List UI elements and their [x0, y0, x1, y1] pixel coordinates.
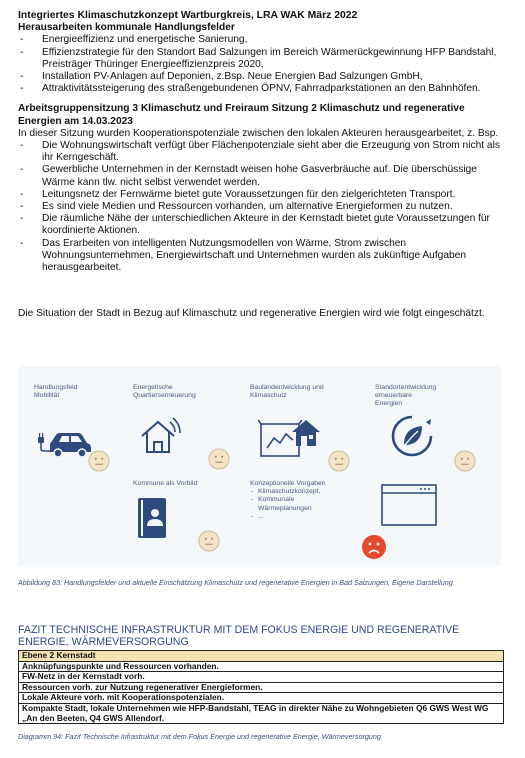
sad-face-icon — [361, 534, 387, 560]
table-header-row — [19, 651, 504, 662]
section2-title: Arbeitsgruppensitzung 3 Klimaschutz und Freiraum Sitzung 2 Klimaschutz und regenerative Energien am 14.03.2023 — [18, 103, 465, 127]
table-cell: Kompakte Stadt, lokale Unternehmen wie HFP-Bandstahl, TEAG in direkter Nähe zu Wohngebieten Q6 GWS West WG „An den Beeten, Q4 GWS Allendorf. — [19, 703, 504, 723]
field-location: Standortentwicklung erneuerbare Energien — [375, 384, 437, 408]
neutral-face-icon — [328, 450, 350, 472]
leaf-energy-icon — [390, 414, 434, 458]
list-item: - Leitungsnetz der Fernwärme bietet gute Voraussetzungen für den zielgerichteten Transport. — [18, 189, 510, 201]
smart-home-icon — [136, 412, 188, 458]
list-item: - Attraktivitätssteigerung des straßengebundenen ÖPNV, Fahrradparkstationen an den Bahnhöfen. — [18, 83, 510, 95]
table-cell: Ressourcen vorh. zur Nutzung regenerativer Energieformen. — [19, 682, 504, 693]
section1-subtitle: Herausarbeiten kommunale Handlungsfelder — [18, 22, 235, 34]
field-building: Baulandentwicklung und Klimaschutz — [250, 384, 324, 400]
list-item: - Energieeffizienz und energetische Sanierung, — [18, 34, 510, 46]
house-plan-icon — [258, 416, 320, 460]
table-row — [19, 661, 504, 672]
table-header-cell: Ebene 2 Kernstadt — [19, 651, 504, 662]
table-row — [19, 672, 504, 683]
list-item: - Das Erarbeiten von intelligenten Nutzungsmodellen von Wärme, Strom zwischen Wohnungsunternehmen, Energiewirtschaft und Unternehmen wurden als zukünftige Aufgaben herausgearbeitet. — [18, 238, 510, 275]
field-concept — [250, 480, 370, 521]
climate-fields-figure — [18, 366, 501, 566]
car-charging-icon — [36, 424, 94, 460]
id-badge-icon — [136, 496, 168, 540]
section1-list — [18, 34, 510, 95]
fazit-title: FAZIT TECHNISCHE INFRASTRUKTUR MIT DEM FOKUS ENERGIE UND REGENERATIVE ENERGIE, WÄRMEVERSORGUNG — [18, 624, 460, 649]
fazit-table — [18, 650, 504, 724]
list-item: - Gewerbliche Unternehmen in der Kernstadt weisen hohe Gasverbräuche auf. Die überschüssige Wärme kann tlw. nicht selbst verwendet werden. — [18, 164, 510, 188]
section1-title: Integriertes Klimaschutzkonzept Wartburgkreis, LRA WAK März 2022 — [18, 10, 358, 21]
field-role-model: Kommune als Vorbild — [133, 480, 198, 487]
document-body — [18, 10, 510, 320]
neutral-face-icon — [208, 448, 230, 470]
table-cell: Anknüpfungspunkte und Ressourcen vorhanden. — [19, 661, 504, 672]
browser-window-icon — [381, 484, 437, 526]
section2-intro: In dieser Sitzung wurden Kooperationspotenziale zwischen den lokalen Akteuren herausgearbeitet, z. Bsp. — [18, 127, 499, 139]
field-mobility: Handlungsfeld Mobilität — [34, 384, 78, 400]
list-item: - Die räumliche Nähe der unterschiedlichen Akteure in der Kernstadt bietet gute Voraussetzungen für koordinierte Aktionen. — [18, 213, 510, 237]
field-quarter: Energetische Quartierserneuerung — [133, 384, 196, 400]
neutral-face-icon — [88, 450, 110, 472]
situation-text: Die Situation der Stadt in Bezug auf Klimaschutz und regenerative Energien wird wie folgt eingeschätzt. — [18, 308, 485, 320]
neutral-face-icon — [454, 450, 476, 472]
table-row — [19, 682, 504, 693]
list-item: - Es sind viele Medien und Ressourcen vorhanden, um alternative Energieformen zu nutzen. — [18, 201, 510, 213]
table-row — [19, 703, 504, 723]
concept-title: Konzeptionelle Vorgaben — [250, 480, 326, 487]
concept-list — [250, 488, 370, 521]
section2-list — [18, 140, 510, 274]
table-cell: FW-Netz in der Kernstadt vorh. — [19, 672, 504, 683]
list-item: - Kommunale Wärmeplanungen — [250, 496, 370, 512]
list-item: - Die Wohnungswirtschaft verfügt über Flächenpotenziale sieht aber die Erzeugung von Strom nicht als ihr Kerngeschäft. — [18, 140, 510, 164]
table-row — [19, 693, 504, 704]
list-item: - Effizienzstrategie für den Standort Bad Salzungen im Bereich Wärmerückgewinnung HFP Bandstahl, Preisträger Thüringer Energieeffizienzpreis 2020, — [18, 47, 510, 71]
list-item: - ... — [250, 513, 370, 521]
figure-caption: Abbildung 83: Handlungsfelder und aktuelle Einschätzung Klimaschutz und regenerative Energien in Bad Salzungen, Eigene Darstellung — [18, 578, 453, 587]
table-cell: Lokale Akteure vorh. mit Kooperationspotenzialen. — [19, 693, 504, 704]
list-item: - Installation PV-Anlagen auf Deponien, z.Bsp. Neue Energien Bad Salzungen GmbH, — [18, 71, 510, 83]
list-item: - Klimaschutzkonzept, — [250, 488, 370, 496]
diagram-caption: Diagramm 94: Fazit Technische Infrastruktur mit dem Fokus Energie und regenerative Energie, Wärmeversorgung — [18, 732, 381, 741]
neutral-face-icon — [198, 530, 220, 552]
